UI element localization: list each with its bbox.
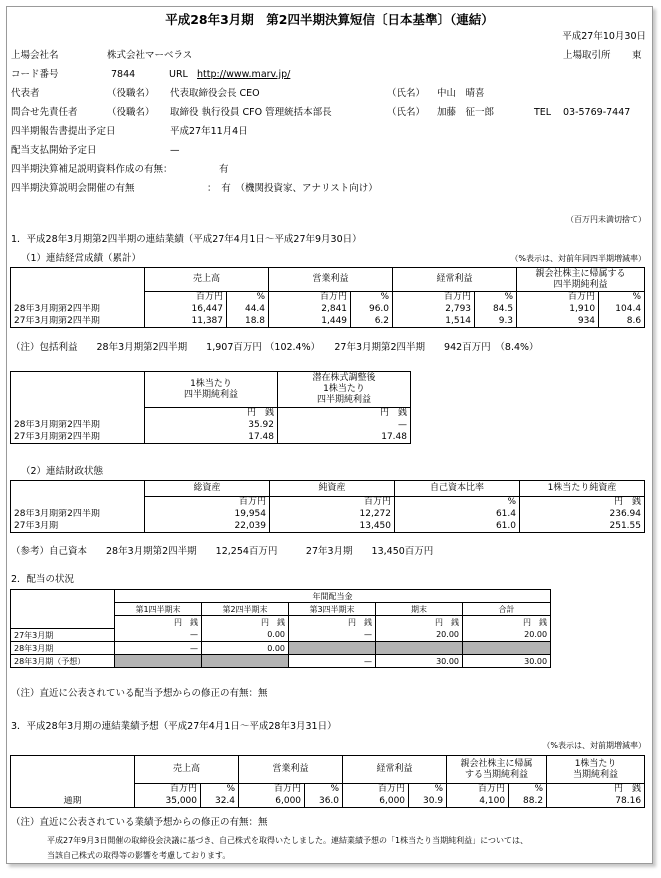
table-row [11, 655, 551, 668]
value-cell: 20.00 [376, 629, 463, 642]
unit-cell: 円 銭 [145, 408, 278, 420]
value-cell: 6.2 [351, 316, 393, 328]
unit-cell: 円 銭 [115, 616, 202, 629]
row-label: 27年3月期 [11, 521, 145, 533]
unit-cell: 百万円 [343, 784, 409, 796]
rep-role: 代表取締役会長 CEO [170, 88, 260, 99]
section1-sub2: （2）連結財政状態 [21, 466, 104, 477]
table-row [11, 304, 645, 316]
header-line: 潜在株式調整後 [312, 373, 376, 383]
header-line: 1株当たり [574, 758, 617, 769]
value-cell [289, 642, 376, 655]
col-header-q1: 第1四半期末 [115, 603, 202, 616]
document-page [6, 6, 653, 864]
table-row [11, 316, 645, 328]
value-cell [463, 642, 551, 655]
unit-cell: % [409, 784, 447, 796]
value-cell: 104.4 [599, 304, 645, 316]
unit-cell: % [201, 784, 239, 796]
value-cell: 96.0 [351, 304, 393, 316]
rep-name: 中山 晴喜 [437, 88, 485, 99]
value-cell: 8.6 [599, 316, 645, 328]
forecast-table [10, 755, 645, 808]
col-header-ordinary-income: 経常利益 [393, 268, 517, 292]
unit-cell: 百万円 [145, 292, 227, 304]
value-cell: 35.92 [145, 420, 278, 432]
value-cell: 30.00 [376, 655, 463, 668]
code-label: コード番号 [11, 69, 59, 80]
col-header-net-income [447, 756, 547, 784]
value-cell: 1,910 [517, 304, 599, 316]
dividend-table [10, 589, 551, 668]
equity-reference-note: （参考）自己資本 28年3月期第2四半期 12,254百万円 27年3月期 13,450百万円 [11, 546, 434, 557]
value-cell: 1,449 [269, 316, 351, 328]
value-cell: 19,954 [145, 509, 270, 521]
exchange-label: 上場取引所 [563, 50, 611, 61]
col-header-sales: 売上高 [135, 756, 239, 784]
unit-cell: 円 銭 [202, 616, 289, 629]
url-label: URL [169, 69, 188, 80]
col-header-net-income [517, 268, 645, 292]
tel-label: TEL [534, 107, 552, 118]
value-cell: 78.16 [547, 796, 645, 808]
code-value: 7844 [111, 69, 136, 80]
financial-position-table [10, 480, 645, 533]
section1-sub1: （1）連結経営成績（累計） [21, 253, 142, 264]
value-cell: 20.00 [463, 629, 551, 642]
report-date-label: 四半期報告書提出予定日 [11, 126, 116, 137]
value-cell: 17.48 [145, 432, 278, 444]
col-header-ordinary-income: 経常利益 [343, 756, 447, 784]
section1-heading: 1．平成28年3月期第2四半期の連結業績（平成27年4月1日～平成27年9月30日） [11, 234, 362, 245]
row-label: 28年3月期第2四半期 [11, 420, 145, 432]
unit-cell: % [475, 292, 517, 304]
unit-cell: 円 銭 [547, 784, 645, 796]
comprehensive-income-note: （注）包括利益 28年3月期第2四半期 1,907百万円 （102.4%） 27年3月期第2四半期 942百万円 （8.4%） [11, 342, 539, 353]
value-cell: 0.00 [202, 629, 289, 642]
table-row [11, 509, 645, 521]
col-header-total: 合計 [463, 603, 551, 616]
unit-cell: 百万円 [135, 784, 201, 796]
value-cell: 35,000 [135, 796, 201, 808]
document-title: 平成28年3月期 第2四半期決算短信〔日本基準〕（連結） [165, 12, 494, 27]
value-cell: 2,841 [269, 304, 351, 316]
unit-cell: % [305, 784, 343, 796]
unit-cell: 円 銭 [278, 408, 411, 420]
col-header-operating-income: 営業利益 [269, 268, 393, 292]
value-cell: 22,039 [145, 521, 270, 533]
col-header-operating-income: 営業利益 [239, 756, 343, 784]
value-cell [376, 642, 463, 655]
supplement-label: 四半期決算補足説明資料作成の有無： [11, 164, 173, 175]
value-cell: — [115, 629, 202, 642]
value-cell: 16,447 [145, 304, 227, 316]
row-label: 27年3月期第2四半期 [11, 432, 145, 444]
unit-cell: 円 銭 [463, 616, 551, 629]
briefing-label: 四半期決算説明会開催の有無 [11, 183, 135, 194]
col-header-equity-ratio: 自己資本比率 [395, 481, 520, 497]
rounding-note: （百万円未満切捨て） [566, 215, 646, 224]
value-cell: 236.94 [520, 509, 645, 521]
forecast-footnote-line1: 平成27年9月3日開催の取締役会決議に基づき、自己株式を取得いたしました。連結業績予想の「1株当たり当期純利益」については、 [47, 836, 528, 845]
table-row [11, 432, 411, 444]
value-cell: 6,000 [343, 796, 409, 808]
unit-cell: 百万円 [517, 292, 599, 304]
value-cell: 30.00 [463, 655, 551, 668]
unit-cell: % [395, 497, 520, 509]
col-header-annual-dividend: 年間配当金 [115, 590, 551, 603]
value-cell: — [289, 655, 376, 668]
forecast-revision-note: （注）直近に公表されている業績予想からの修正の有無：無 [11, 817, 268, 828]
row-label: 27年3月期第2四半期 [11, 316, 145, 328]
row-label: 通期 [11, 796, 135, 808]
value-cell: 44.4 [227, 304, 269, 316]
value-cell: 61.0 [395, 521, 520, 533]
value-cell: 18.8 [227, 316, 269, 328]
contact-label: 問合せ先責任者 [11, 107, 78, 118]
value-cell [202, 655, 289, 668]
value-cell: 4,100 [447, 796, 509, 808]
col-header-total-assets: 総資産 [145, 481, 270, 497]
forecast-footnote-line2: 当該自己株式の取得等の影響を考慮しております。 [47, 851, 231, 860]
col-header-diluted-eps [278, 372, 411, 408]
section1-pct-note: （%表示は、対前年同四半期増減率） [510, 254, 646, 263]
dividend-date-label: 配当支払開始予定日 [11, 145, 97, 156]
value-cell: 6,000 [239, 796, 305, 808]
unit-cell: 円 銭 [520, 497, 645, 509]
tel-value: 03-5769-7447 [563, 107, 631, 118]
value-cell: 84.5 [475, 304, 517, 316]
row-label: 28年3月期 [11, 642, 115, 655]
value-cell: 1,514 [393, 316, 475, 328]
value-cell: 61.4 [395, 509, 520, 521]
dividend-revision-note: （注）直近に公表されている配当予想からの修正の有無：無 [11, 688, 268, 699]
briefing-value: ： 有 （機関投資家、アナリスト向け） [207, 183, 378, 194]
col-header-net-income-line2: 四半期純利益 [553, 279, 608, 290]
value-cell: 251.55 [520, 521, 645, 533]
value-cell: 36.0 [305, 796, 343, 808]
col-header-eps [547, 756, 645, 784]
company-name: 株式会社マーベラス [107, 50, 193, 61]
unit-cell: 百万円 [270, 497, 395, 509]
contact-role-label: （役職名） [107, 107, 155, 118]
dividend-date: — [170, 145, 180, 156]
unit-cell: 円 銭 [376, 616, 463, 629]
value-cell [115, 655, 202, 668]
unit-cell: 百万円 [239, 784, 305, 796]
header-line: 1株当たり [190, 378, 232, 389]
unit-cell: 百万円 [393, 292, 475, 304]
unit-cell: 円 銭 [289, 616, 376, 629]
header-line: 当期純利益 [573, 769, 619, 780]
col-header-q2: 第2四半期末 [202, 603, 289, 616]
value-cell: 12,272 [270, 509, 395, 521]
col-header-eps [145, 372, 278, 408]
unit-cell: % [599, 292, 645, 304]
table-row [11, 420, 411, 432]
publish-date: 平成27年10月30日 [562, 31, 646, 42]
contact-name-label: （氏名） [387, 107, 426, 118]
header-line: する当期純利益 [465, 769, 529, 780]
col-header-sales: 売上高 [145, 268, 269, 292]
col-header-net-income-line1: 親会社株主に帰属する [535, 268, 626, 279]
section2-heading: 2．配当の状況 [11, 574, 75, 585]
table-row [11, 642, 551, 655]
unit-cell: 百万円 [269, 292, 351, 304]
col-header-q3: 第3四半期末 [289, 603, 376, 616]
row-label: 28年3月期第2四半期 [11, 509, 145, 521]
company-url-link[interactable]: http://www.marv.jp/ [197, 69, 291, 80]
value-cell: 13,450 [270, 521, 395, 533]
row-label: 28年3月期（予想） [11, 655, 115, 668]
contact-role: 取締役 執行役員 CFO 管理統括本部長 [170, 107, 332, 118]
rep-role-label: （役職名） [107, 88, 155, 99]
value-cell: 11,387 [145, 316, 227, 328]
value-cell: 0.00 [202, 642, 289, 655]
eps-table [10, 371, 411, 444]
unit-cell: 百万円 [447, 784, 509, 796]
unit-cell: 百万円 [145, 497, 270, 509]
header-line: 四半期純利益 [183, 389, 238, 400]
value-cell: 88.2 [509, 796, 547, 808]
value-cell: 9.3 [475, 316, 517, 328]
rep-name-label: （氏名） [387, 88, 426, 99]
rep-label: 代表者 [11, 88, 40, 99]
value-cell: 934 [517, 316, 599, 328]
company-label: 上場会社名 [11, 50, 59, 61]
value-cell: 17.48 [278, 432, 411, 444]
operating-results-table [10, 267, 645, 328]
unit-cell: % [227, 292, 269, 304]
row-label: 28年3月期第2四半期 [11, 304, 145, 316]
table-row [11, 629, 551, 642]
header-line: 四半期純利益 [316, 395, 371, 405]
row-label: 27年3月期 [11, 629, 115, 642]
table-row [11, 796, 645, 808]
header-line: 親会社株主に帰属 [460, 758, 533, 769]
col-header-bps: 1株当たり純資産 [520, 481, 645, 497]
exchange-value: 東 [632, 50, 642, 61]
value-cell: — [289, 629, 376, 642]
col-header-year-end: 期末 [376, 603, 463, 616]
header-line: 1株当たり [323, 384, 365, 394]
supplement-value: 有 [219, 164, 229, 175]
col-header-net-assets: 純資産 [270, 481, 395, 497]
value-cell: 30.9 [409, 796, 447, 808]
report-date: 平成27年11月4日 [170, 126, 248, 137]
value-cell: — [278, 420, 411, 432]
table-row [11, 521, 645, 533]
contact-name: 加藤 征一郎 [437, 107, 495, 118]
unit-cell: % [351, 292, 393, 304]
value-cell: — [115, 642, 202, 655]
section3-pct-note: （%表示は、対前期増減率） [542, 741, 646, 750]
value-cell: 32.4 [201, 796, 239, 808]
unit-cell: % [509, 784, 547, 796]
section3-heading: 3．平成28年3月期の連結業績予想（平成27年4月1日～平成28年3月31日） [11, 721, 337, 732]
value-cell: 2,793 [393, 304, 475, 316]
